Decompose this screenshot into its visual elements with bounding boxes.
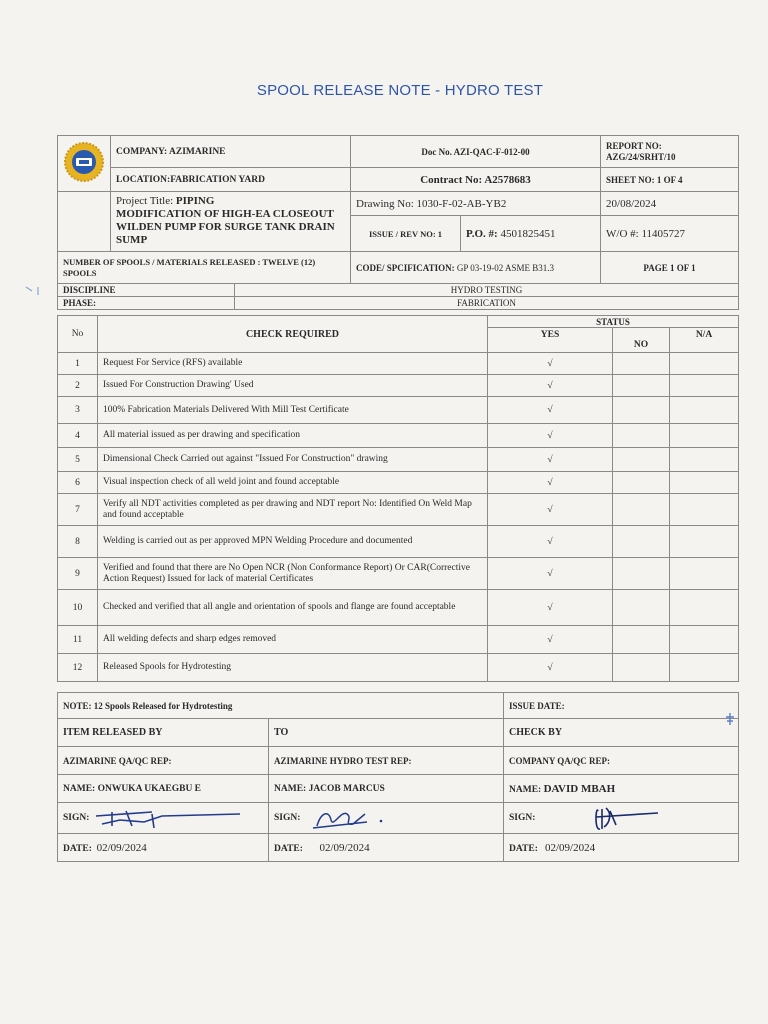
check-description: Welding is carried out as per approved MPN Welding Procedure and documented xyxy=(98,526,488,558)
name-company-value: DAVID MBAH xyxy=(543,782,616,795)
status-na xyxy=(670,494,739,526)
status-yes: √ xyxy=(488,397,613,424)
check-number: 11 xyxy=(58,626,98,654)
status-yes: √ xyxy=(488,353,613,375)
document-title: SPOOL RELEASE NOTE - HYDRO TEST xyxy=(256,82,544,99)
sign-label: SIGN: xyxy=(63,813,90,824)
col-header-na: N/A xyxy=(670,328,739,353)
checklist-row xyxy=(58,424,739,448)
phase-label: PHASE: xyxy=(58,297,235,310)
check-number: 5 xyxy=(58,448,98,472)
code-spec-label: CODE/ SPCIFICATION: xyxy=(356,262,455,273)
issue-rev: ISSUE / REV NO: 1 xyxy=(351,216,461,252)
signature-2 xyxy=(303,806,393,830)
date-label: DATE: xyxy=(509,843,538,854)
logo-blank xyxy=(58,192,111,252)
checklist-row xyxy=(58,375,739,397)
status-na xyxy=(670,558,739,590)
checklist-row xyxy=(58,448,739,472)
sign-label: SIGN: xyxy=(509,813,536,824)
status-na xyxy=(670,590,739,626)
spools-released: NUMBER OF SPOOLS / MATERIALS RELEASED : TWELVE (12) SPOOLS xyxy=(58,252,351,284)
check-number: 6 xyxy=(58,472,98,494)
check-number: 4 xyxy=(58,424,98,448)
status-yes: √ xyxy=(488,494,613,526)
check-description: Released Spools for Hydrotesting xyxy=(98,654,488,682)
po-label: P.O. #: xyxy=(466,227,498,240)
code-spec-value: GP 03-19-02 ASME B31.3 xyxy=(454,262,555,273)
status-yes: √ xyxy=(488,448,613,472)
check-description: Verified and found that there are No Open NCR (Non Conformance Report) Or CAR(Corrective Action Request) Issued for lack of material Certificates xyxy=(98,558,488,590)
status-no xyxy=(613,397,670,424)
status-no xyxy=(613,590,670,626)
contract-number: Contract No: A2578683 xyxy=(351,168,601,192)
name-qaqc: NAME: ONWUKA UKAEGBU E xyxy=(58,775,269,803)
status-no xyxy=(613,626,670,654)
signature-1 xyxy=(92,806,242,830)
check-description: Visual inspection check of all weld joint and found acceptable xyxy=(98,472,488,494)
logo-cell xyxy=(58,136,111,192)
doc-number: Doc No. AZI-QAC-F-012-00 xyxy=(351,136,601,168)
header-table xyxy=(57,135,739,310)
status-yes: √ xyxy=(488,654,613,682)
status-yes: √ xyxy=(488,472,613,494)
status-no xyxy=(613,494,670,526)
check-description: All welding defects and sharp edges removed xyxy=(98,626,488,654)
check-number: 8 xyxy=(58,526,98,558)
date-cell-1 xyxy=(58,834,269,862)
date-value-1: 02/09/2024 xyxy=(96,841,147,854)
discipline-value: HYDRO TESTING xyxy=(235,284,739,297)
col-header-no-status: NO xyxy=(613,328,670,353)
issue-date: ISSUE DATE: xyxy=(504,693,739,719)
check-number: 3 xyxy=(58,397,98,424)
status-no xyxy=(613,448,670,472)
report-date: 20/08/2024 xyxy=(601,192,739,216)
signoff-table xyxy=(57,692,739,862)
status-yes: √ xyxy=(488,526,613,558)
check-number: 12 xyxy=(58,654,98,682)
wo-number: W/O #: 11405727 xyxy=(601,216,739,252)
checklist-row xyxy=(58,397,739,424)
sign-cell-2 xyxy=(269,803,504,834)
pin-mark-icon xyxy=(724,712,736,726)
check-description: Verify all NDT activities completed as per drawing and NDT report No: Identified On Weld Map and found acceptable xyxy=(98,494,488,526)
check-description: 100% Fabrication Materials Delivered With Mill Test Certificate xyxy=(98,397,488,424)
status-na xyxy=(670,654,739,682)
to-label: TO xyxy=(269,719,504,747)
status-no xyxy=(613,353,670,375)
check-description: Checked and verified that all angle and orientation of spools and flange are found acceptable xyxy=(98,590,488,626)
status-na xyxy=(670,472,739,494)
report-number-label: REPORT NO: xyxy=(606,140,662,151)
margin-mark-icon xyxy=(24,285,44,297)
check-number: 7 xyxy=(58,494,98,526)
check-number: 10 xyxy=(58,590,98,626)
col-header-yes: YES xyxy=(488,328,613,353)
checklist-row xyxy=(58,526,739,558)
checklist-row xyxy=(58,626,739,654)
po-number xyxy=(461,216,601,252)
check-number: 9 xyxy=(58,558,98,590)
status-na xyxy=(670,424,739,448)
name-company xyxy=(504,775,739,803)
status-no xyxy=(613,558,670,590)
date-label: DATE: xyxy=(274,843,303,854)
status-no xyxy=(613,472,670,494)
status-yes: √ xyxy=(488,375,613,397)
project-title-line1: PIPING xyxy=(175,195,215,207)
status-na xyxy=(670,626,739,654)
status-yes: √ xyxy=(488,558,613,590)
check-number: 1 xyxy=(58,353,98,375)
checklist-row xyxy=(58,654,739,682)
release-note: NOTE: 12 Spools Released for Hydrotesting xyxy=(58,693,504,719)
date-label: DATE: xyxy=(63,843,92,854)
status-no xyxy=(613,526,670,558)
checklist-row xyxy=(58,558,739,590)
check-by: CHECK BY xyxy=(504,719,739,747)
checklist-row xyxy=(58,590,739,626)
signature-3 xyxy=(538,805,658,831)
item-released-by: ITEM RELEASED BY xyxy=(58,719,269,747)
check-description: All material issued as per drawing and specification xyxy=(98,424,488,448)
rep-azimarine-qaqc: AZIMARINE QA/QC REP: xyxy=(58,747,269,775)
location: LOCATION:FABRICATION YARD xyxy=(111,168,351,192)
date-value-3: 02/09/2024 xyxy=(544,841,596,854)
project-title-rest: MODIFICATION OF HIGH-EA CLOSEOUT WILDEN PUMP FOR SURGE TANK DRAIN SUMP xyxy=(116,208,335,246)
drawing-number: Drawing No: 1030-F-02-AB-YB2 xyxy=(351,192,601,216)
rep-company-qaqc: COMPANY QA/QC REP: xyxy=(504,747,739,775)
report-number-value: AZG/24/SRHT/10 xyxy=(606,151,676,162)
date-value-2: 02/09/2024 xyxy=(319,841,370,854)
rep-hydro-test: AZIMARINE HYDRO TEST REP: xyxy=(269,747,504,775)
checklist-row xyxy=(58,353,739,375)
sign-cell-3 xyxy=(504,803,739,834)
project-title xyxy=(111,192,351,252)
col-header-status: STATUS xyxy=(488,316,739,328)
date-cell-2 xyxy=(269,834,504,862)
report-number xyxy=(601,136,739,168)
status-na xyxy=(670,353,739,375)
status-yes: √ xyxy=(488,626,613,654)
code-spec xyxy=(351,252,601,284)
check-description: Dimensional Check Carried out against "Issued For Construction" drawing xyxy=(98,448,488,472)
status-no xyxy=(613,375,670,397)
col-header-check: CHECK REQUIRED xyxy=(98,316,488,353)
date-cell-3 xyxy=(504,834,739,862)
company-logo-icon xyxy=(63,141,105,183)
po-value: 4501825451 xyxy=(497,227,556,240)
page-number: PAGE 1 OF 1 xyxy=(601,252,739,284)
discipline-label: DISCIPLINE xyxy=(58,284,235,297)
status-no xyxy=(613,654,670,682)
status-na xyxy=(670,375,739,397)
status-na xyxy=(670,448,739,472)
col-header-no: No xyxy=(58,316,98,353)
status-na xyxy=(670,397,739,424)
status-yes: √ xyxy=(488,590,613,626)
check-description: Request For Service (RFS) available xyxy=(98,353,488,375)
checklist-row xyxy=(58,472,739,494)
sign-cell-1 xyxy=(58,803,269,834)
company-name: COMPANY: AZIMARINE xyxy=(111,136,351,168)
status-no xyxy=(613,424,670,448)
check-description: Issued For Construction Drawing' Used xyxy=(98,375,488,397)
checklist-row xyxy=(58,494,739,526)
status-na xyxy=(670,526,739,558)
sign-label: SIGN: xyxy=(274,813,301,824)
name-company-label: NAME: xyxy=(509,784,544,795)
project-title-label: Project Title: xyxy=(116,195,176,207)
check-number: 2 xyxy=(58,375,98,397)
sheet-number: SHEET NO: 1 OF 4 xyxy=(601,168,739,192)
phase-value: FABRICATION xyxy=(235,297,739,310)
checklist-table xyxy=(57,315,739,682)
status-yes: √ xyxy=(488,424,613,448)
name-hydro: NAME: JACOB MARCUS xyxy=(269,775,504,803)
